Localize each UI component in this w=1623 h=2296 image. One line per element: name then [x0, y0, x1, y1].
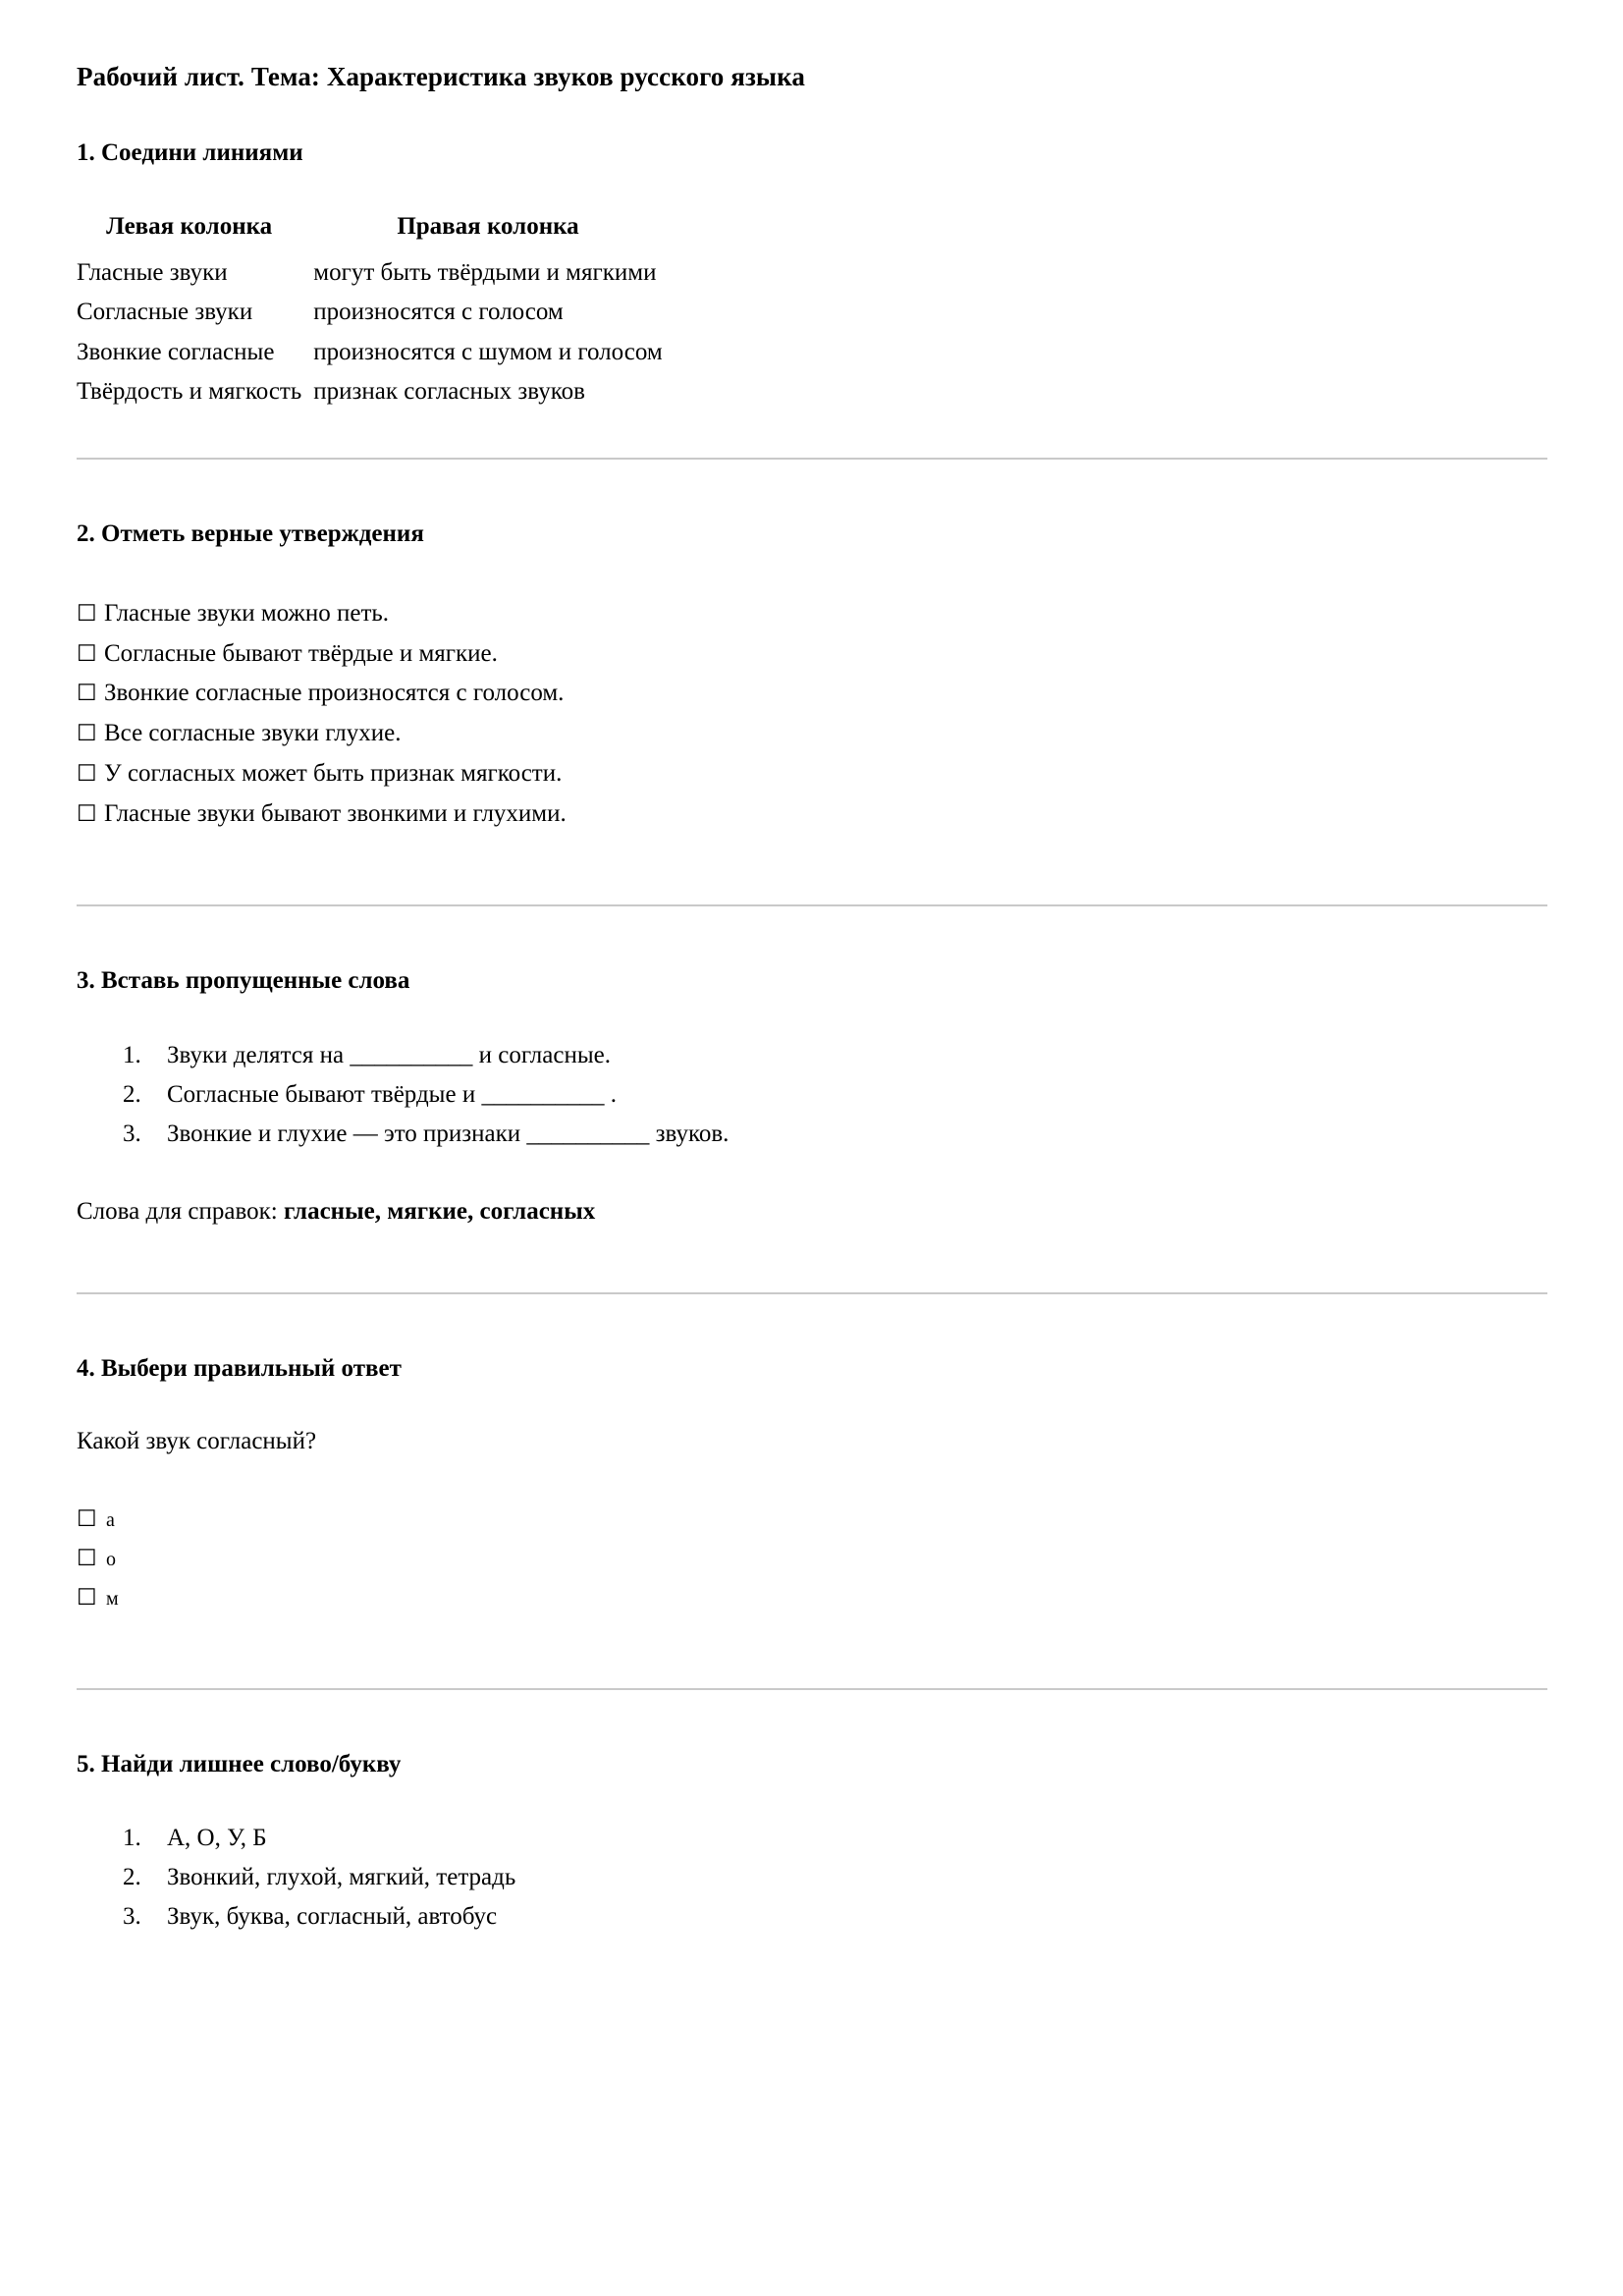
list-item[interactable]: [77, 634, 1549, 675]
statement-label: Гласные звуки можно петь.: [104, 599, 390, 627]
column-header-left: Левая колонка: [106, 213, 273, 240]
checkbox-icon[interactable]: ☐: [77, 760, 97, 786]
list-item[interactable]: [77, 674, 1549, 714]
list-item[interactable]: 2. Согласные бывают твёрдые и __________ .: [147, 1075, 1549, 1115]
list-item[interactable]: 1. Звуки делятся на __________ и согласные.: [147, 1036, 1549, 1075]
fill-in-blanks-list: [77, 1036, 1549, 1154]
section-5-heading: 5. Найди лишнее слово/букву: [77, 1750, 402, 1777]
matching-table: [77, 207, 663, 412]
section-1-heading: 1. Соедини линиями: [77, 138, 303, 166]
checkbox-icon[interactable]: ☐: [77, 800, 97, 826]
statement-label: У согласных может быть признак мягкости.: [104, 759, 563, 787]
checkbox-icon[interactable]: ☐: [77, 681, 97, 706]
option-label: м: [106, 1587, 119, 1610]
answer-options-list: [77, 1500, 1549, 1617]
match-left-item[interactable]: Согласные звуки: [77, 299, 253, 325]
reference-words-value: гласные, мягкие, согласных: [283, 1197, 596, 1225]
list-item[interactable]: [77, 1500, 1549, 1539]
checkbox-icon[interactable]: ☐: [77, 721, 97, 745]
checkbox-icon[interactable]: ☐: [77, 1545, 97, 1570]
section-2-heading: 2. Отметь верные утверждения: [77, 519, 424, 547]
match-right-item[interactable]: признак согласных звуков: [313, 378, 585, 405]
checkbox-icon[interactable]: ☐: [77, 1505, 97, 1531]
table-row[interactable]: [77, 293, 663, 333]
match-left-item[interactable]: Твёрдость и мягкость: [77, 378, 302, 405]
page-title: Рабочий лист. Тема: Характеристика звуков русского языка: [77, 62, 805, 91]
list-item[interactable]: [77, 754, 1549, 794]
statement-label: Гласные звуки бывают звонкими и глухими.: [104, 799, 567, 827]
list-item[interactable]: [77, 1539, 1549, 1578]
reference-words-line: [77, 1193, 1549, 1230]
list-item[interactable]: 3. Звук, буква, согласный, автобус: [147, 1897, 1549, 1937]
statement-label: Звонкие согласные произносятся с голосом.: [104, 680, 565, 707]
matching-exercise: [77, 207, 1549, 412]
match-right-item[interactable]: могут быть твёрдыми и мягкими: [313, 258, 657, 286]
list-item[interactable]: [77, 594, 1549, 634]
checkbox-icon[interactable]: ☐: [77, 600, 97, 626]
table-row[interactable]: [77, 253, 663, 294]
match-right-item[interactable]: произносятся с голосом: [313, 299, 564, 325]
section-4-question: Какой звук согласный?: [77, 1428, 317, 1455]
list-item[interactable]: [77, 794, 1549, 835]
statements-checklist: [77, 594, 1549, 835]
list-item[interactable]: [77, 714, 1549, 754]
match-left-item[interactable]: Звонкие согласные: [77, 338, 275, 365]
list-item[interactable]: 2. Звонкий, глухой, мягкий, тетрадь: [147, 1858, 1549, 1897]
checkbox-icon[interactable]: ☐: [77, 640, 97, 666]
statement-label: Все согласные звуки глухие.: [104, 720, 402, 746]
table-row[interactable]: [77, 372, 663, 412]
list-item[interactable]: 1. А, О, У, Б: [147, 1819, 1549, 1858]
table-header-row: [77, 207, 663, 253]
table-row[interactable]: [77, 333, 663, 373]
reference-words-label: Слова для справок:: [77, 1197, 278, 1225]
document-body: [77, 61, 1549, 1937]
statement-label: Согласные бывают твёрдые и мягкие.: [104, 639, 498, 667]
odd-one-out-list: [77, 1819, 1549, 1937]
option-label: о: [106, 1548, 116, 1570]
list-item[interactable]: 3. Звонкие и глухие — это признаки __________ звуков.: [147, 1115, 1549, 1154]
checkbox-icon[interactable]: ☐: [77, 1584, 97, 1610]
list-item[interactable]: [77, 1578, 1549, 1617]
option-label: а: [106, 1508, 115, 1531]
match-left-item[interactable]: Гласные звуки: [77, 258, 228, 286]
section-4-heading: 4. Выбери правильный ответ: [77, 1355, 402, 1382]
column-header-right: Правая колонка: [397, 213, 579, 240]
match-right-item[interactable]: произносятся с шумом и голосом: [313, 338, 663, 365]
section-3-heading: 3. Вставь пропущенные слова: [77, 967, 410, 995]
